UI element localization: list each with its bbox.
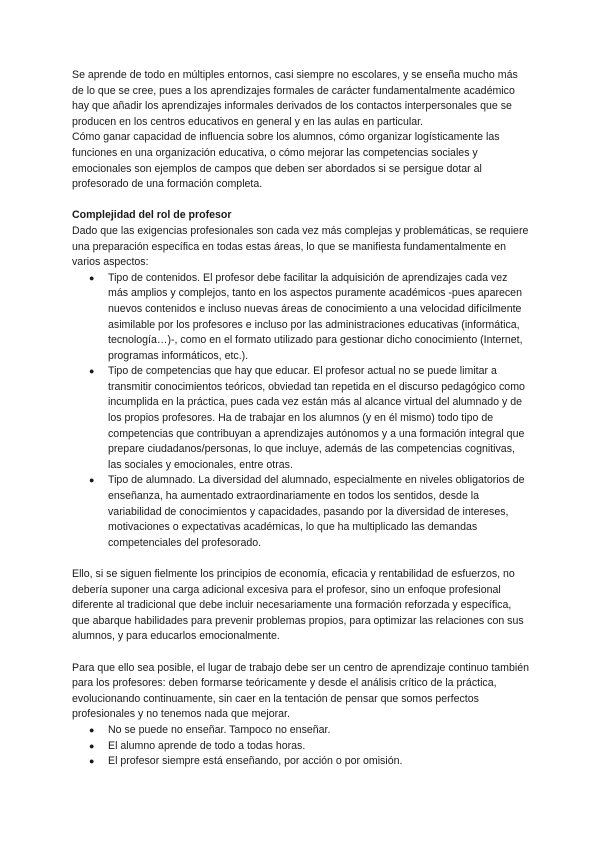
list-item-text: No se puede no enseñar. Tampoco no enseñar. [108, 723, 331, 736]
bullet-icon: ● [89, 475, 95, 486]
spacer [72, 645, 530, 661]
list-item-text: Tipo de competencias que hay que educar. El profesor actual no se puede limitar a transmitir conocimientos teóricos, obviedad tan repetida en el discurso pedagógico como incumplida en la práctica, pues cada vez están más al alcance virtual del alumnado y de los propios profesores. Ha de trabajar en los alumnos (y en él mismo) todo tipo de competencias que contribuyan a aprendizajes autónomos y a una formación integral que prepare ciudadanos/personas, lo que incluye, además de las competencias cognitivas, las sociales y emocionales, entre otras. [108, 365, 525, 471]
spacer [72, 551, 530, 567]
list-item-text: Tipo de contenidos. El profesor debe facilitar la adquisición de aprendizajes cada vez más amplios y complejos, tanto en los aspectos puramente académicos -pues aparecen nuevos contenidos e incluso nuevas áreas de conocimiento a una velocidad difícilmente asimilable por los profesores e incluso por las administraciones educativas (informática, tecnología…)-, como en el formato utilizado para gestionar dicho conocimiento (Internet, programas informáticos, etc.). [108, 271, 523, 362]
list-item-text: El profesor siempre está enseñando, por acción o por omisión. [108, 755, 403, 768]
list-item [72, 739, 530, 755]
list-item [72, 473, 530, 551]
spacer [72, 193, 530, 209]
bullet-icon: ● [89, 756, 95, 767]
efficiency-paragraph: Ello, si se siguen fielmente los principios de economía, eficacia y rentabilidad de esfuerzos, no debería suponer una carga adicional excesiva para el profesor, sino un enfoque profesional diferente al tradicional que debe incluir necesariamente una formación reforzada y específica, que abarque habilidades para prevenir problemas propios, para optimizar las relaciones con sus alumnos, y para educarlos emocionalmente. [72, 568, 524, 643]
section-intro: Dado que las exigencias profesionales son cada vez más complejas y problemáticas, se requiere una preparación específica en todas estas áreas, lo que se manifiesta fundamentalmente en varios aspectos: [72, 224, 529, 269]
list-item-text: Tipo de alumnado. La diversidad del alumnado, especialmente en niveles obligatorios de enseñanza, ha aumentado extraordinariamente en todos los sentidos, desde la variabilidad de conocimientos y capacidades, pasando por la diversidad de intereses, motivaciones o expectativas académicas, lo que ha multiplicado las demandas competenciales del profesorado. [108, 474, 525, 549]
bullet-icon: ● [89, 366, 95, 377]
list-item [72, 723, 530, 739]
bullet-icon: ● [89, 272, 95, 283]
list-item [72, 271, 530, 365]
document-page [72, 68, 530, 770]
workplace-paragraph: Para que ello sea posible, el lugar de trabajo debe ser un centro de aprendizaje continuo también para los profesores: deben formarse teóricamente y desde el análisis crítico de la práctica, evolucionando continuamente, sin caer en la tentación de pensar que somos perfectos profesionales y no tenemos nada que mejorar. [72, 661, 530, 721]
list-item [72, 364, 530, 473]
section-heading: Complejidad del rol de profesor [72, 209, 232, 222]
principles-list [72, 723, 530, 770]
list-item [72, 754, 530, 770]
bullet-icon: ● [89, 740, 95, 751]
intro-paragraph-2: Cómo ganar capacidad de influencia sobre los alumnos, cómo organizar logísticamente las funciones en una organización educativa, o cómo mejorar las competencias sociales y emocionales son ejemplos de campos que deben ser abordados si se persigue dotar al profesorado de una formación completa. [72, 131, 500, 191]
list-item-text: El alumno aprende de todo a todas horas. [108, 739, 306, 752]
aspects-list [72, 271, 530, 552]
intro-paragraph-1: Se aprende de todo en múltiples entornos, casi siempre no escolares, y se enseña mucho más de lo que se cree, pues a los aprendizajes formales de carácter fundamentalmente académico hay que añadir los aprendizajes informales derivados de los contactos interpersonales que se producen en los centros educativos en general y en las aulas en particular. [72, 69, 518, 128]
bullet-icon: ● [89, 724, 95, 735]
